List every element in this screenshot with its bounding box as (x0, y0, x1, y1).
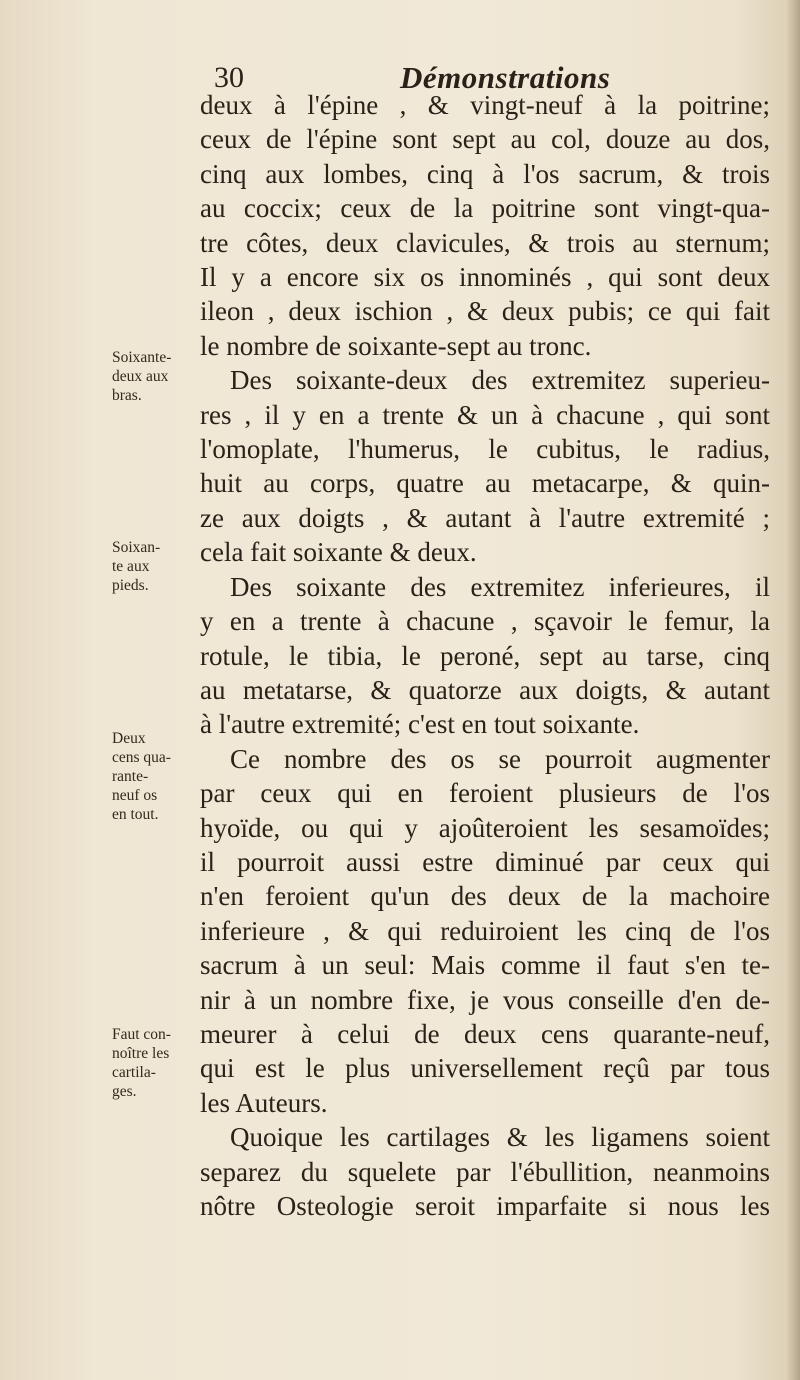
text-line: ceux de l'épine sont sept au col, douze au dos, (200, 124, 770, 155)
margin-note-deux-cens (112, 729, 204, 824)
text-line: Ce nombre des os se pourroit augmenter (230, 743, 770, 774)
margin-note-line: cens qua- (112, 749, 171, 766)
text-line: l'omoplate, l'humerus, le cubitus, le radius, (200, 434, 770, 465)
text-line: tre côtes, deux clavicules, & trois au sternum; (200, 227, 770, 258)
text-line: sacrum à un seul: Mais comme il faut s'en te- (200, 950, 770, 981)
margin-note-cartilages (112, 1025, 204, 1101)
page-edge-shadow (786, 0, 800, 1380)
text-line: au metatarse, & quatorze aux doigts, & autant (200, 674, 770, 705)
body-text (200, 88, 770, 1223)
text-line: qui est le plus universellement reçû par tous (200, 1053, 770, 1084)
margin-note-line: Faut con- (112, 1026, 171, 1043)
margin-notes (0, 0, 200, 1380)
text-line: cela fait soixante & deux. (200, 537, 477, 568)
text-line: Quoique les cartilages & les ligamens soient (230, 1122, 770, 1153)
text-line: au coccix; ceux de la poitrine sont vingt-qua- (200, 193, 770, 224)
text-line: nir à un nombre fixe, je vous conseille d'en de- (200, 984, 770, 1015)
text-line: le nombre de soixante-sept au tronc. (200, 330, 592, 361)
margin-note-line: te aux (112, 558, 150, 575)
text-line: inferieure , & qui reduiroient les cinq de l'os (200, 915, 770, 946)
margin-note-line: ges. (112, 1083, 137, 1100)
margin-note-line: rante- (112, 768, 149, 785)
margin-note-line: deux aux (112, 368, 169, 385)
text-line: ze aux doigts , & autant à l'autre extremité ; (200, 502, 770, 533)
text-line: il pourroit aussi estre diminué par ceux qui (200, 846, 770, 877)
text-line: à l'autre extremité; c'est en tout soixante. (200, 709, 640, 740)
margin-note-line: Soixante- (112, 349, 172, 366)
text-line: res , il y en a trente & un à chacune , qui sont (200, 399, 770, 430)
text-line: hyoïde, ou qui y ajoûteroient les sesamoïdes; (200, 812, 770, 843)
margin-note-soixante-deux (112, 348, 204, 405)
text-line: deux à l'épine , & vingt-neuf à la poitrine; (200, 90, 770, 120)
margin-note-line: bras. (112, 387, 142, 404)
margin-note-line: noître les (112, 1045, 170, 1062)
text-line: nôtre Osteologie seroit imparfaite si nous les (200, 1191, 770, 1221)
text-line: separez du squelete par l'ébullition, neanmoins (200, 1156, 770, 1187)
text-line: les Auteurs. (200, 1087, 328, 1118)
text-line: y en a trente à chacune , sçavoir le femur, la (200, 606, 770, 637)
margin-note-line: neuf os (112, 787, 158, 804)
text-line: cinq aux lombes, cinq à l'os sacrum, & trois (200, 158, 770, 189)
text-line: Des soixante des extremitez inferieures, il (230, 571, 770, 602)
margin-note-line: pieds. (112, 577, 149, 594)
margin-note-line: cartila- (112, 1064, 156, 1081)
text-line: huit au corps, quatre au metacarpe, & quin- (200, 468, 770, 499)
margin-note-line: en tout. (112, 806, 159, 823)
margin-note-soixante (112, 538, 204, 595)
text-line: n'en feroient qu'un des deux de la machoire (200, 881, 770, 912)
margin-note-line: Deux (112, 730, 146, 747)
text-line: rotule, le tibia, le peroné, sept au tarse, cinq (200, 640, 770, 671)
running-title: Démonstrations (400, 60, 611, 95)
margin-note-line: Soixan- (112, 539, 161, 556)
text-line: Il y a encore six os innominés , qui sont deux (200, 262, 770, 293)
text-line: par ceux qui en feroient plusieurs de l'os (200, 778, 770, 809)
text-line: Des soixante-deux des extremitez superieu- (230, 365, 770, 396)
text-line: meurer à celui de deux cens quarante-neuf, (200, 1018, 770, 1049)
page-number: 30 (214, 61, 244, 94)
text-line: ileon , deux ischion , & deux pubis; ce qui fait (200, 296, 770, 327)
